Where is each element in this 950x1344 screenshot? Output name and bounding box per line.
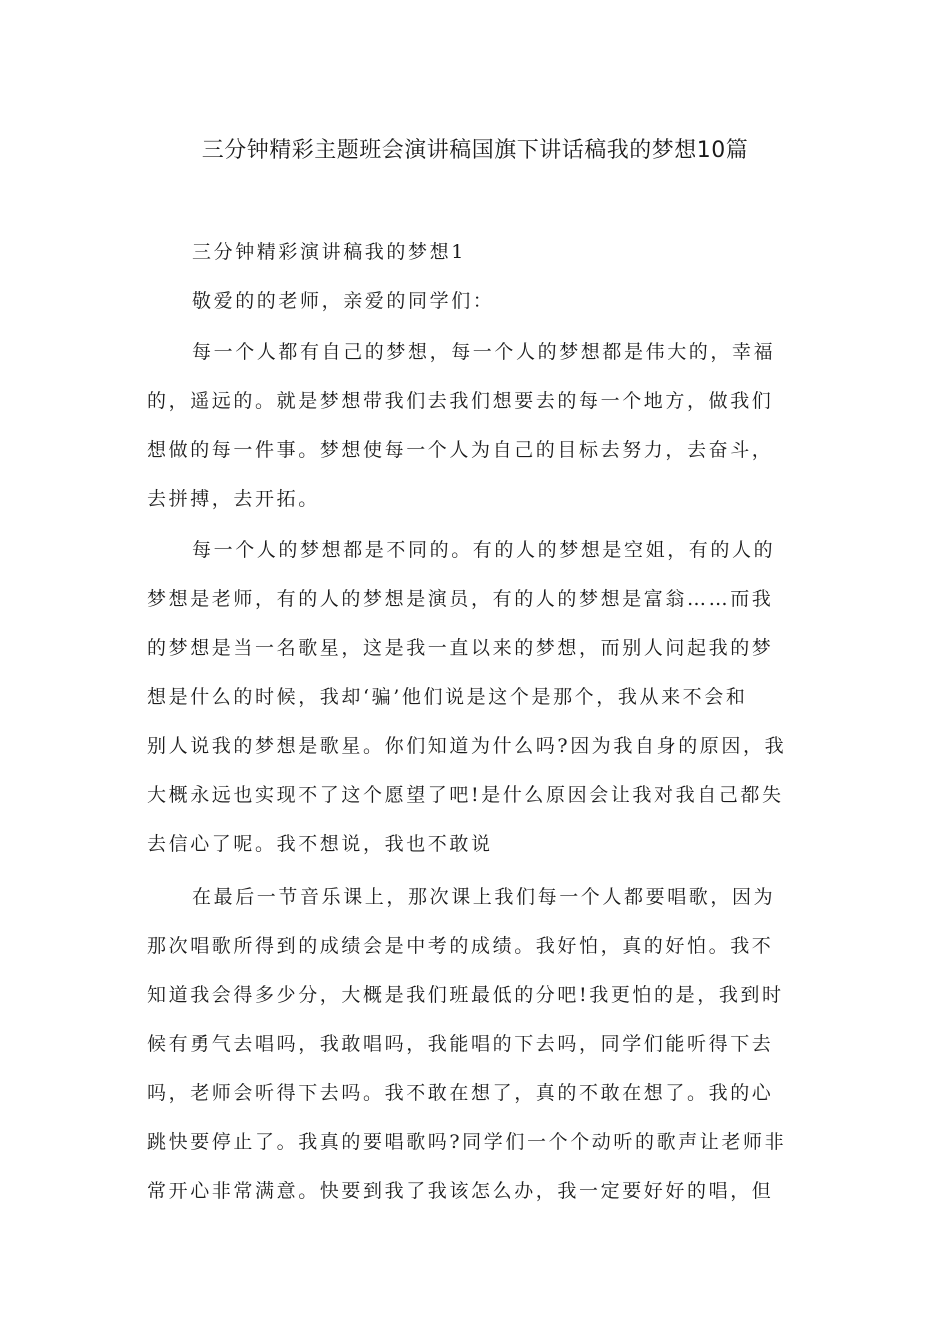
paragraph-line: 去拼搏，去开拓。 — [147, 488, 320, 510]
paragraph-1 — [147, 337, 807, 533]
paragraph-line: 梦想是老师，有的人的梦想是演员，有的人的梦想是富翁……而我 — [147, 588, 774, 610]
paragraph-line: 在最后一节音乐课上，那次课上我们每一个人都要唱歌，因为 — [192, 886, 776, 908]
paragraph-line: 吗，老师会听得下去吗。我不敢在想了，真的不敢在想了。我的心 — [147, 1082, 774, 1104]
paragraph-line: 那次唱歌所得到的成绩会是中考的成绩。我好怕，真的好怕。我不 — [147, 935, 774, 957]
paragraph-line: 去信心了呢。我不想说，我也不敢说 — [147, 833, 493, 855]
section-heading: 三分钟精彩演讲稿我的梦想1 — [192, 241, 466, 263]
paragraph-line: 的，遥远的。就是梦想带我们去我们想要去的每一个地方，做我们 — [147, 390, 774, 412]
paragraph-line: 每一个人的梦想都是不同的。有的人的梦想是空姐，有的人的 — [192, 539, 776, 561]
paragraph-line: 大概永远也实现不了这个愿望了吧!是什么原因会让我对我自己都失 — [147, 784, 784, 806]
paragraph-line: 别人说我的梦想是歌星。你们知道为什么吗?因为我自身的原因，我 — [147, 735, 787, 757]
paragraph-line: 每一个人都有自己的梦想，每一个人的梦想都是伟大的，幸福 — [192, 341, 776, 363]
document-title: 三分钟精彩主题班会演讲稿国旗下讲话稿我的梦想10篇 — [201, 138, 749, 163]
greeting-line: 敬爱的的老师，亲爱的同学们： — [192, 290, 495, 312]
paragraph-2 — [147, 535, 807, 878]
paragraph-line: 候有勇气去唱吗，我敢唱吗，我能唱的下去吗，同学们能听得下去 — [147, 1033, 774, 1055]
paragraph-3 — [147, 882, 807, 1225]
paragraph-line: 想做的每一件事。梦想使每一个人为自己的目标去努力，去奋斗， — [147, 439, 774, 461]
paragraph-line: 想是什么的时候，我却‘骗’他们说是这个是那个，我从来不会和 — [147, 686, 748, 708]
paragraph-line: 的梦想是当一名歌星，这是我一直以来的梦想，而别人问起我的梦 — [147, 637, 774, 659]
paragraph-line: 知道我会得多少分，大概是我们班最低的分吧!我更怕的是，我到时 — [147, 984, 784, 1006]
paragraph-line: 常开心非常满意。快要到我了我该怎么办，我一定要好好的唱，但 — [147, 1180, 774, 1202]
paragraph-line: 跳快要停止了。我真的要唱歌吗?同学们一个个动听的歌声让老师非 — [147, 1131, 787, 1153]
